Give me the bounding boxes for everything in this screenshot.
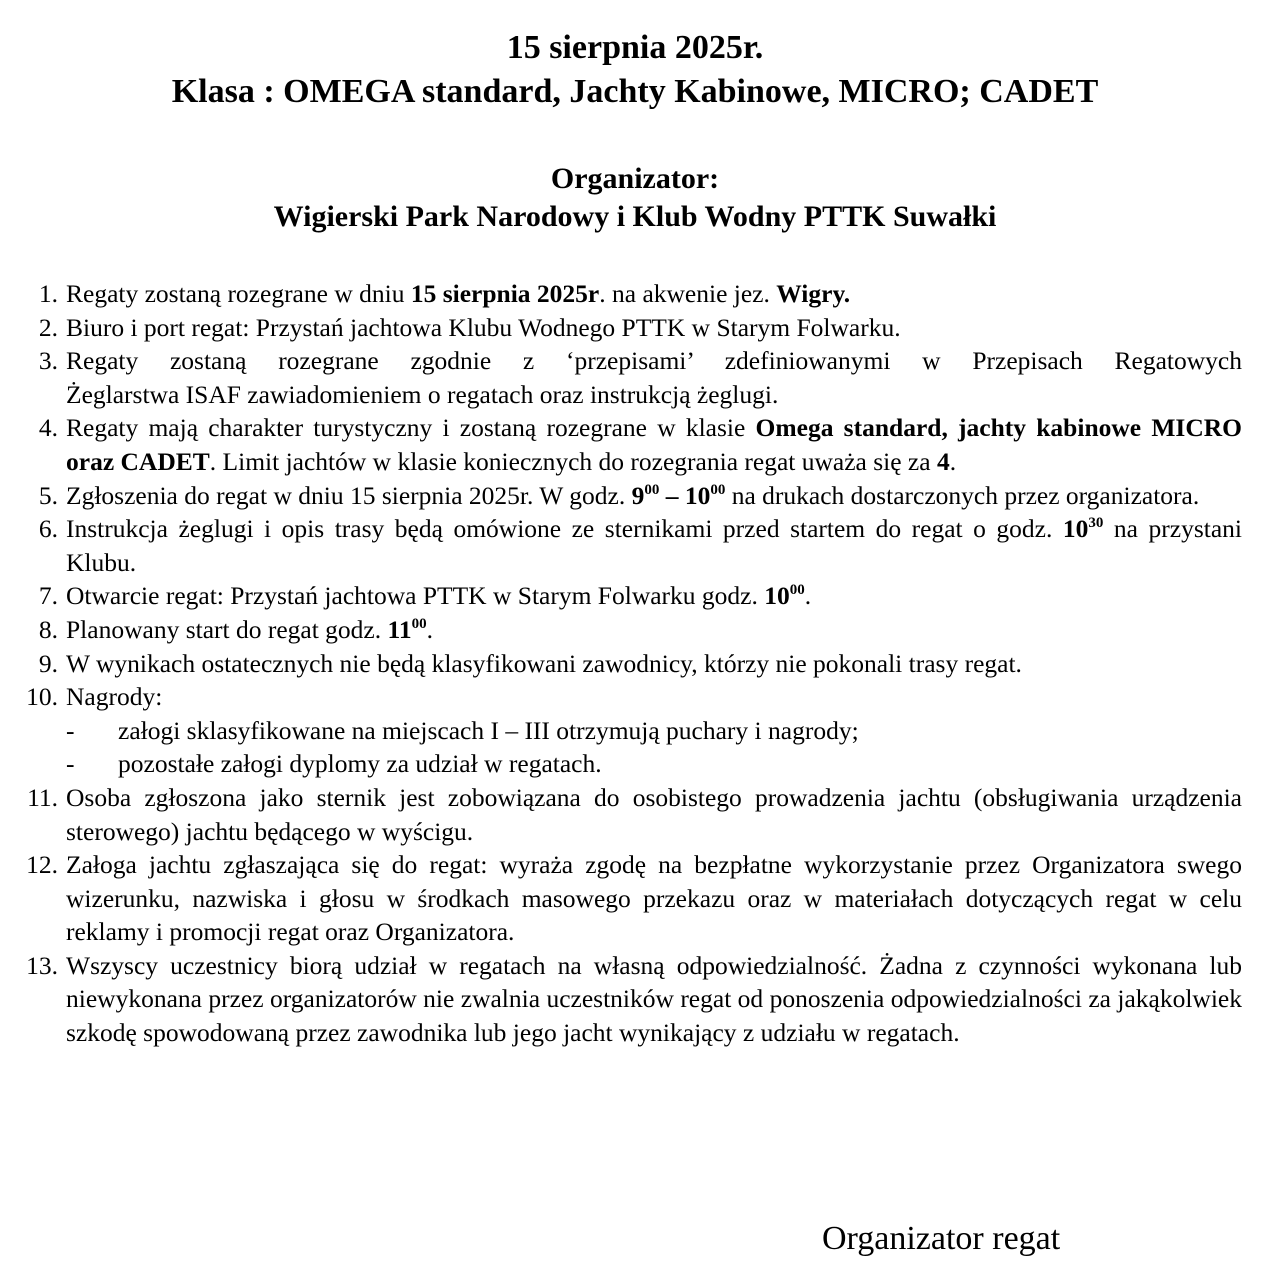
text-span: Regaty mają charakter turystyczny i zostaną rozegrane w klasie [66,413,756,443]
bold-time [388,615,427,644]
rule-item-1 [14,277,1242,311]
text-line: Regaty zostaną rozegrane zgodnie z ‘przepisami’ zdefiniowanymi w Przepisach Regatowych [66,346,1242,376]
prizes-list [66,714,1242,781]
rule-item-3 [14,344,1242,411]
item-text [66,613,1242,647]
prize-item [66,747,1242,781]
bullet-dash: - [66,715,75,745]
text-span: . [949,446,957,476]
bold-time [1063,514,1104,543]
text-span: Zgłoszenia do regat w dniu 15 sierpnia 2025r. W godz. [66,480,632,510]
signature: Organizator regat [822,1220,1061,1257]
text-span: . Limit jachtów w klasie koniecznych do rozegrania regat uważa się za [209,446,937,476]
rules-list [14,277,1242,1050]
item-text [66,411,1242,478]
time-hour: 9 [631,480,645,510]
item-text [66,680,1242,781]
item-number: 1. [38,279,58,308]
rule-item-13 [14,949,1242,1050]
item-number: 11. [27,782,58,812]
item-text [66,579,1242,613]
rule-item-2 [14,311,1242,345]
rule-item-11 [14,781,1242,848]
item-text: Załoga jachtu zgłaszająca się do regat: wyraża zgodę na bezpłatne wykorzystanie przez Organizatora swego wizerunku, nazwiska i głosu w środkach masowego przekazu oraz w materiałach dotyczących regat w celu reklamy i promocji regat oraz Organizatora. [66,850,1242,947]
text-span: Instrukcja żeglugi i opis trasy będą omówione ze sternikami przed startem do regat o godz. [66,514,1063,544]
time-minutes: 30 [1088,515,1104,532]
item-number: 3. [38,346,58,376]
text-span: . [426,614,433,644]
rule-item-10 [14,680,1242,781]
text-span: . na akwenie jez. [599,279,777,308]
organizer-heading: Organizator: [550,162,720,195]
rule-item-7 [14,579,1242,613]
rule-item-9 [14,647,1242,681]
time-minutes: 00 [644,481,660,498]
organizer-name: Wigierski Park Narodowy i Klub Wodny PTTK Suwałki [273,200,997,233]
bold-date: 15 sierpnia 2025r [410,279,600,308]
item-number: 13. [26,950,58,980]
time-hour: 10 [1062,514,1089,544]
item-number: 9. [38,648,58,678]
bold-limit: 4 [936,446,950,476]
class-title: Klasa : OMEGA standard, Jachty Kabinowe, MICRO; CADET [171,73,1099,110]
text-line: Żeglarstwa ISAF zawiadomieniem o regatach oraz instrukcją żeglugi. [66,379,779,409]
prize-item [66,714,1242,748]
item-text: Biuro i port regat: Przystań jachtowa Klubu Wodnego PTTK w Starym Folwarku. [66,312,901,342]
text-span: Planowany start do regat godz. [66,614,388,644]
prizes-heading: Nagrody: [66,682,163,712]
time-hour: 10 [764,581,790,611]
time-minutes: 00 [789,582,805,599]
item-text [66,479,1242,513]
item-text [66,512,1242,579]
bold-classes: Omega standard, jachty kabinowe MICRO oraz CADET [66,413,1242,476]
item-number: 12. [26,850,58,880]
item-number: 2. [38,312,58,342]
rule-item-5 [14,479,1242,513]
item-number: 8. [38,614,58,644]
item-number: 6. [38,514,58,544]
item-text [66,344,1242,411]
rule-item-8 [14,613,1242,647]
item-text: Osoba zgłoszona jako sternik jest zobowiązana do osobistego prowadzenia jachtu (obsługiwania urządzenia sterowego) jachtu będącego w wyścigu. [66,782,1242,846]
date-title: 15 sierpnia 2025r. [506,29,764,66]
item-number: 10. [26,682,58,712]
text-span: Regaty zostaną rozegrane w dniu [66,279,411,308]
prize-text: pozostałe załogi dyplomy za udział w regatach. [118,749,602,779]
item-text: Wszyscy uczestnicy biorą udział w regatach na własną odpowiedzialność. Żadna z czynności wykonana lub niewykonana przez organizatorów nie zwalnia uczestników regat od ponoszenia odpowiedzialności za jakąkolwiek szkodę spowodowaną przez zawodnika lub jego jacht wynikający z udziału w regatach. [66,950,1242,1048]
text-span: na drukach dostarczonych przez organizatora. [725,480,1200,510]
rule-item-6 [14,512,1242,579]
time-dash: – [659,480,685,510]
bold-time [632,481,726,510]
rule-item-12 [14,848,1242,949]
bold-time [764,581,805,610]
item-text [66,277,1242,311]
bullet-dash: - [66,749,75,779]
rule-item-4 [14,411,1242,478]
time-minutes: 00 [710,481,726,498]
text-span: Otwarcie regat: Przystań jachtowa PTTK w Starym Folwarku godz. [66,581,765,611]
item-number: 7. [38,581,58,611]
item-text: W wynikach ostatecznych nie będą klasyfikowani zawodnicy, którzy nie pokonali trasy regat. [66,648,1022,678]
text-span: . [804,581,812,611]
prize-text: załogi sklasyfikowane na miejscach I – III otrzymują puchary i nagrody; [118,715,859,745]
time-hour: 10 [684,480,711,510]
item-number: 5. [38,480,58,510]
text-span: na przystani Klubu. [66,514,1242,577]
item-number: 4. [38,413,58,443]
time-hour: 11 [387,614,412,644]
time-minutes: 00 [411,615,427,632]
bold-lake: Wigry. [776,279,851,308]
